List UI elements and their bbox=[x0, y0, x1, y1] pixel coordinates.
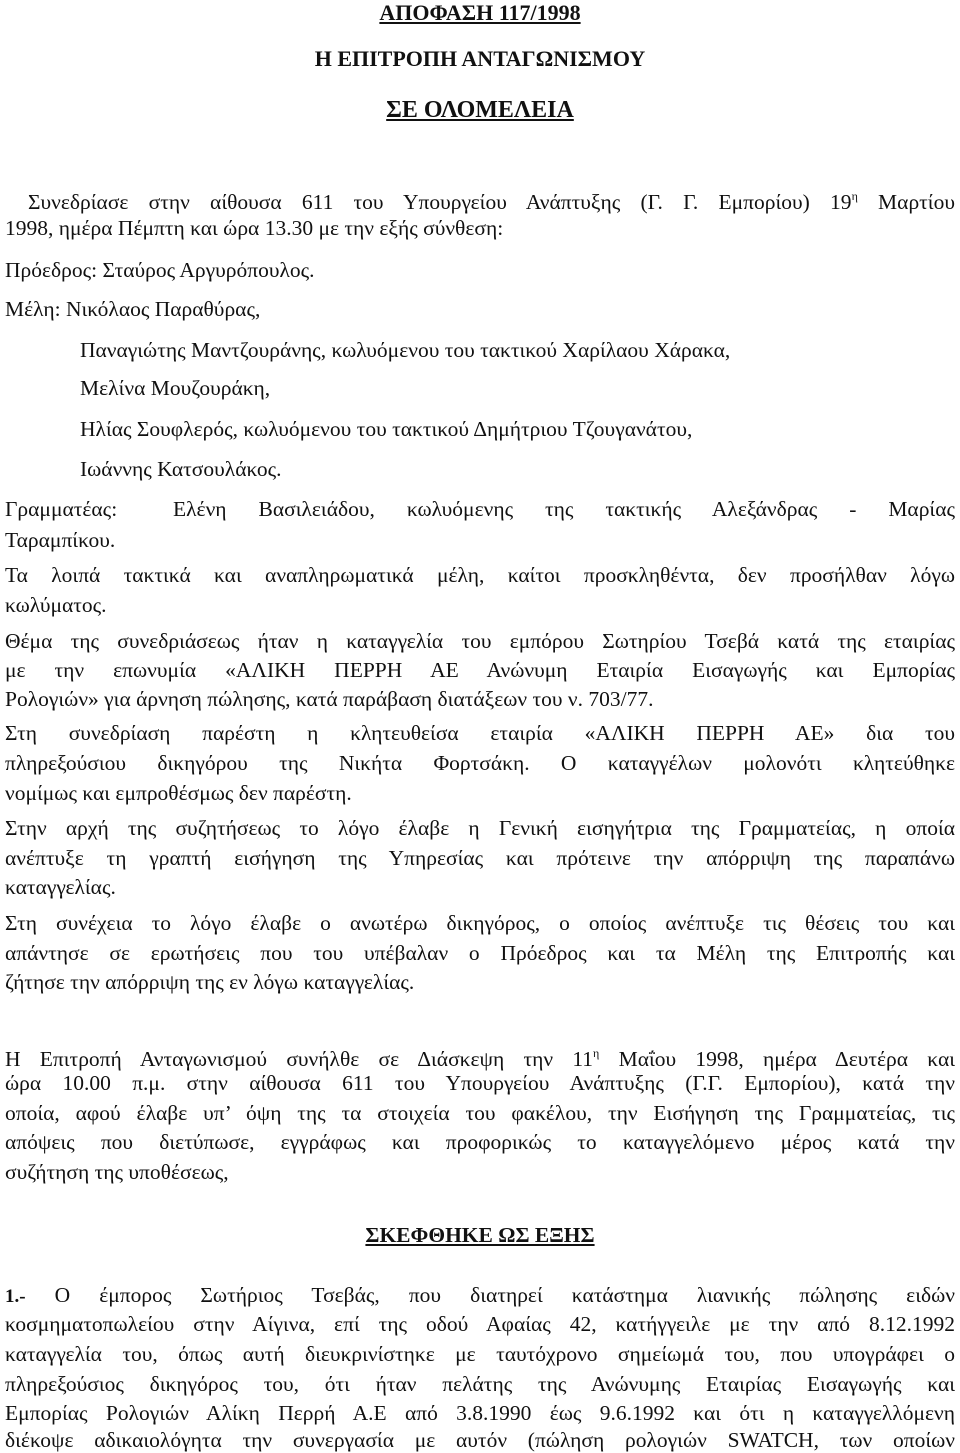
attendance-line: Στη συνεδρίαση παρέστη η κλητευθείσα εταιρία «ΑΛΙΚΗ ΠΕΡΡΗ ΑΕ» δια του bbox=[5, 721, 955, 745]
attendance-line: πληρεξούσιου δικηγόρου της Νικήτα Φορτσάκη. Ο καταγγέλων μολονότι κλητεύθηκε bbox=[5, 751, 955, 775]
point-1-line: πληρεξούσιος δικηγόρος του, ότι ήταν πελάτης της Ανώνυμης Εταιρίας Εισαγωγής και bbox=[5, 1372, 955, 1396]
decision-title: ΑΠΟΦΑΣΗ 117/1998 bbox=[379, 0, 581, 25]
deliberation-line: ώρα 10.00 π.μ. στην αίθουσα 611 του Υπουργείου Ανάπτυξης (Γ.Γ. Εμπορίου), κατά την bbox=[5, 1071, 955, 1095]
deliberation-line: συζήτηση της υποθέσεως, bbox=[5, 1160, 229, 1184]
committee-name: Η ΕΠΙΤΡΟΠΗ ΑΝΤΑΓΩΝΙΣΜΟΥ bbox=[314, 46, 646, 71]
deliberation-line: οποία, αφού έλαβε υπ’ όψη της τα στοιχεία του φακέλου, την Εισήγηση της Γραμματείας, τις bbox=[5, 1101, 955, 1125]
point-1-number: 1.- bbox=[5, 1286, 26, 1307]
member-line: Ηλίας Σουφλερός, κωλυόμενου του τακτικού Δημήτριου Τζουγανάτου, bbox=[80, 417, 693, 441]
subject-line: Ρολογιών» για άρνηση πώλησης, κατά παράβαση διατάξεων του ν. 703/77. bbox=[5, 687, 654, 711]
deliberation-line: απόψεις που διετύπωσε, εγγράφως και προφορικώς το καταγγελόμενο μέρος κατά την bbox=[5, 1130, 955, 1154]
member-line: Μελίνα Μουζουράκη, bbox=[80, 376, 271, 400]
discussion-start-line: ανέπτυξε τη γραπτή εισήγηση της Υπηρεσίας και πρότεινε την απόρριψη της παραπάνω bbox=[5, 846, 955, 870]
point-1-line: διέκοψε αδικαιολόγητα την συνεργασία με αυτόν (πώληση ρολογιών SWATCH, των οποίων bbox=[5, 1428, 955, 1452]
point-1-line: Εμπορίας Ρολογιών Αλίκη Περρή Α.Ε από 3.8.1990 έως 9.6.1992 και ότι η καταγγελλόμενη bbox=[5, 1401, 955, 1425]
subject-line: με την επωνυμία «ΑΛΙΚΗ ΠΕΡΡΗ ΑΕ Ανώνυμη Εταιρία Εισαγωγής και Εμπορίας bbox=[5, 658, 955, 682]
point-1-first-line: 1.- Ο έμπορος Σωτήριος Τσεβάς, που διατηρεί κατάστημα λιανικής πώλησης ειδών bbox=[5, 1283, 955, 1307]
subject-line: Θέμα της συνεδριάσεως ήταν η καταγγελία του εμπόρου Σωτηρίου Τσεβά κατά της εταιρίας bbox=[5, 629, 955, 653]
member-line: Ιωάννης Κατσουλάκος. bbox=[80, 457, 282, 481]
discussion-start-line: καταγγελίας. bbox=[5, 875, 116, 899]
secretary-line-2: Ταραμπίκου. bbox=[5, 528, 116, 552]
secretary-name: Ελένη Βασιλειάδου, κωλυόμενης της τακτικής Αλεξάνδρας - Μαρίας bbox=[173, 497, 955, 521]
members-label-line: Μέλη: Νικόλαος Παραθύρας, bbox=[5, 297, 261, 321]
discussion-start-line: Στην αρχή της συζητήσεως το λόγο έλαβε η Γενική εισηγήτρια της Γραμματείας, η οποία bbox=[5, 816, 955, 840]
considered-heading: ΣΚΕΦΘΗΚΕ ΩΣ ΕΞΗΣ bbox=[365, 1223, 595, 1247]
meeting-line-1: Συνεδρίασε στην αίθουσα 611 του Υπουργείου Ανάπτυξης (Γ. Γ. Εμπορίου) $19^\eta$ Μαρτίου bbox=[28, 189, 955, 214]
president-line: Πρόεδρος: Σταύρος Αργυρόπουλος. bbox=[5, 258, 315, 282]
point-1-line: καταγγελία του, όπως αυτή διευκρινίστηκε με ταυτόχρονο σημείωμά του, που υπογράφει ο bbox=[5, 1342, 955, 1366]
discussion-continue-line: ζήτησε την απόρριψη της εν λόγω καταγγελίας. bbox=[5, 970, 415, 994]
secretary-label: Γραμματέας: bbox=[5, 497, 118, 521]
attendance-line: νομίμως και εμπροθέσμως δεν παρέστη. bbox=[5, 781, 352, 805]
absent-line: Τα λοιπά τακτικά και αναπληρωματικά μέλη, καίτοι προσκληθέντα, δεν προσήλθαν λόγω bbox=[5, 563, 955, 587]
absent-line: κωλύματος. bbox=[5, 593, 107, 617]
deliberation-line-1: Η Επιτροπή Ανταγωνισμού συνήλθε σε Διάσκεψη την $11^\eta$ Μαΐου 1998, ημέρα Δευτέρα και bbox=[5, 1046, 955, 1071]
session-type: ΣΕ ΟΛΟΜΕΛΕΙΑ bbox=[386, 97, 574, 123]
member-line: Παναγιώτης Μαντζουράνης, κωλυόμενου του τακτικού Χαρίλαου Χάρακα, bbox=[80, 338, 731, 362]
discussion-continue-line: Στη συνέχεια το λόγο έλαβε ο ανωτέρω δικηγόρος, ο οποίος ανέπτυξε τις θέσεις του και bbox=[5, 911, 955, 935]
meeting-line-2: 1998, ημέρα Πέμπτη και ώρα 13.30 με την εξής σύνθεση: bbox=[5, 216, 504, 240]
point-1-line: κοσμηματοπωλείου στην Αίγινα, επί της οδού Αφαίας 42, κατήγγειλε με την από 8.12.1992 bbox=[5, 1312, 955, 1336]
discussion-continue-line: απάντησε σε ερωτήσεις που του υπέβαλαν ο Πρόεδρος και τα Μέλη της Επιτροπής και bbox=[5, 941, 955, 965]
